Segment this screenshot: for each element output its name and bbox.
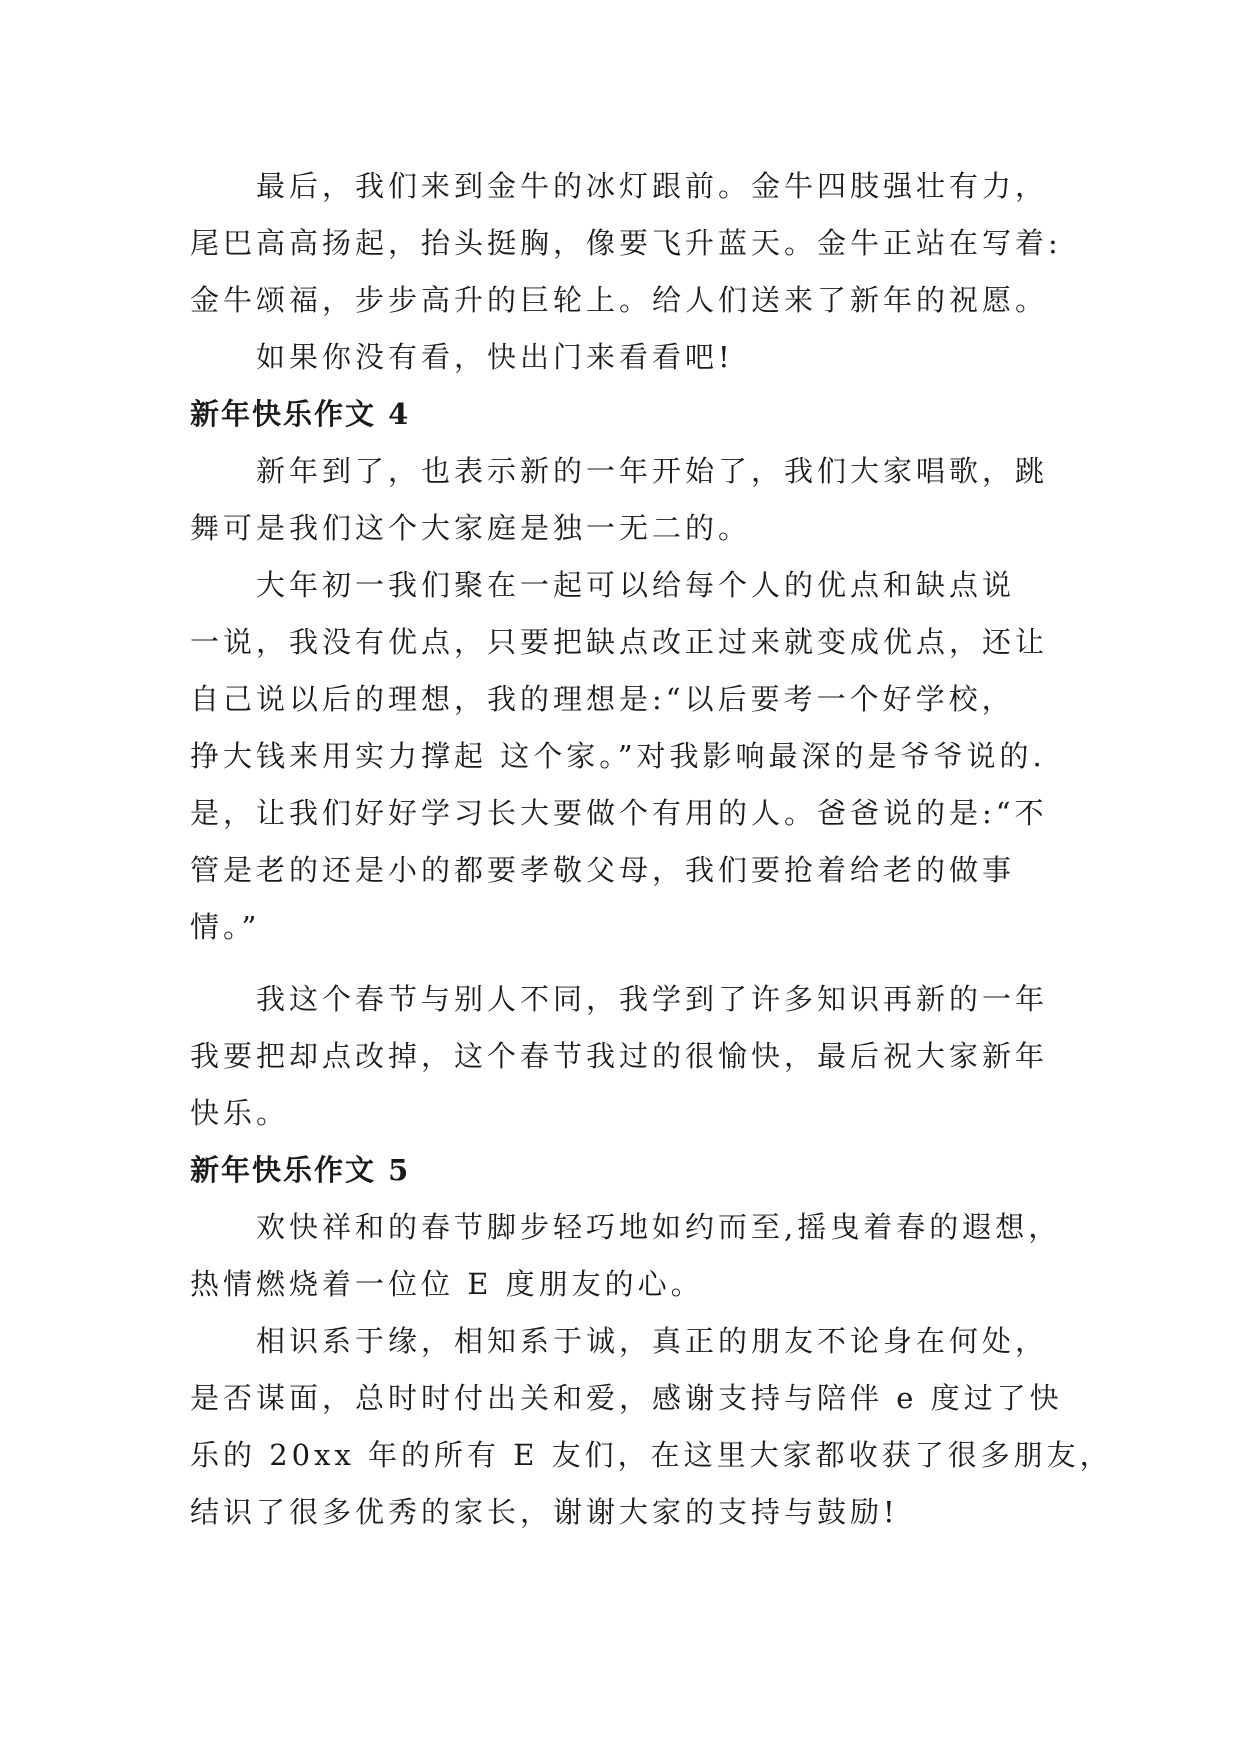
paragraph-line: 结识了很多优秀的家长，谢谢大家的支持与鼓励!: [190, 1495, 899, 1529]
paragraph-line: 金牛颂福，步步高升的巨轮上。给人们送来了新年的祝愿。: [190, 283, 1049, 317]
section-heading: 新年快乐作文 5: [190, 1153, 411, 1187]
paragraph-line: 我这个春节与别人不同，我学到了许多知识再新的一年: [256, 982, 1049, 1016]
paragraph-line: 新年到了，也表示新的一年开始了，我们大家唱歌，跳: [256, 454, 1049, 488]
paragraph-line: 是否谋面，总时时付出关和爱，感谢支持与陪伴 e 度过了快: [190, 1381, 1063, 1415]
paragraph-line: 乐的 20xx 年的所有 E 友们，在这里大家都收获了很多朋友，: [190, 1438, 1113, 1472]
paragraph-line: 挣大钱来用实力撑起 这个家。”对我影响最深的是爷爷说的.: [190, 739, 1046, 773]
paragraph-line: 我要把却点改掉，这个春节我过的很愉快，最后祝大家新年: [190, 1039, 1049, 1073]
section-heading: 新年快乐作文 4: [190, 397, 411, 431]
paragraph-line: 如果你没有看，快出门来看看吧!: [256, 340, 734, 374]
paragraph-line: 是，让我们好好学习长大要做个有用的人。爸爸说的是:“不: [190, 796, 1048, 830]
paragraph-line: 欢快祥和的春节脚步轻巧地如约而至,摇曳着春的遐想，: [256, 1210, 1062, 1244]
paragraph-line: 舞可是我们这个大家庭是独一无二的。: [190, 511, 752, 545]
paragraph-line: 热情燃烧着一位位 E 度朋友的心。: [190, 1267, 704, 1301]
paragraph-line: 尾巴高高扬起，抬头挺胸，像要飞升蓝天。金牛正站在写着:: [190, 226, 1062, 260]
paragraph-line: 相识系于缘，相知系于诚，真正的朋友不论身在何处，: [256, 1324, 1049, 1358]
paragraph-line: 情。”: [190, 910, 261, 944]
paragraph-line: 一说，我没有优点，只要把缺点改正过来就变成优点，还让: [190, 625, 1049, 659]
paragraph-line: 管是老的还是小的都要孝敬父母，我们要抢着给老的做事: [190, 853, 1016, 887]
paragraph-line: 快乐。: [190, 1096, 290, 1130]
paragraph-line: 最后，我们来到金牛的冰灯跟前。金牛四肢强壮有力，: [256, 169, 1049, 203]
paragraph-line: 自己说以后的理想，我的理想是:“以后要考一个好学校，: [190, 682, 1015, 716]
paragraph-line: 大年初一我们聚在一起可以给每个人的优点和缺点说: [256, 568, 1016, 602]
